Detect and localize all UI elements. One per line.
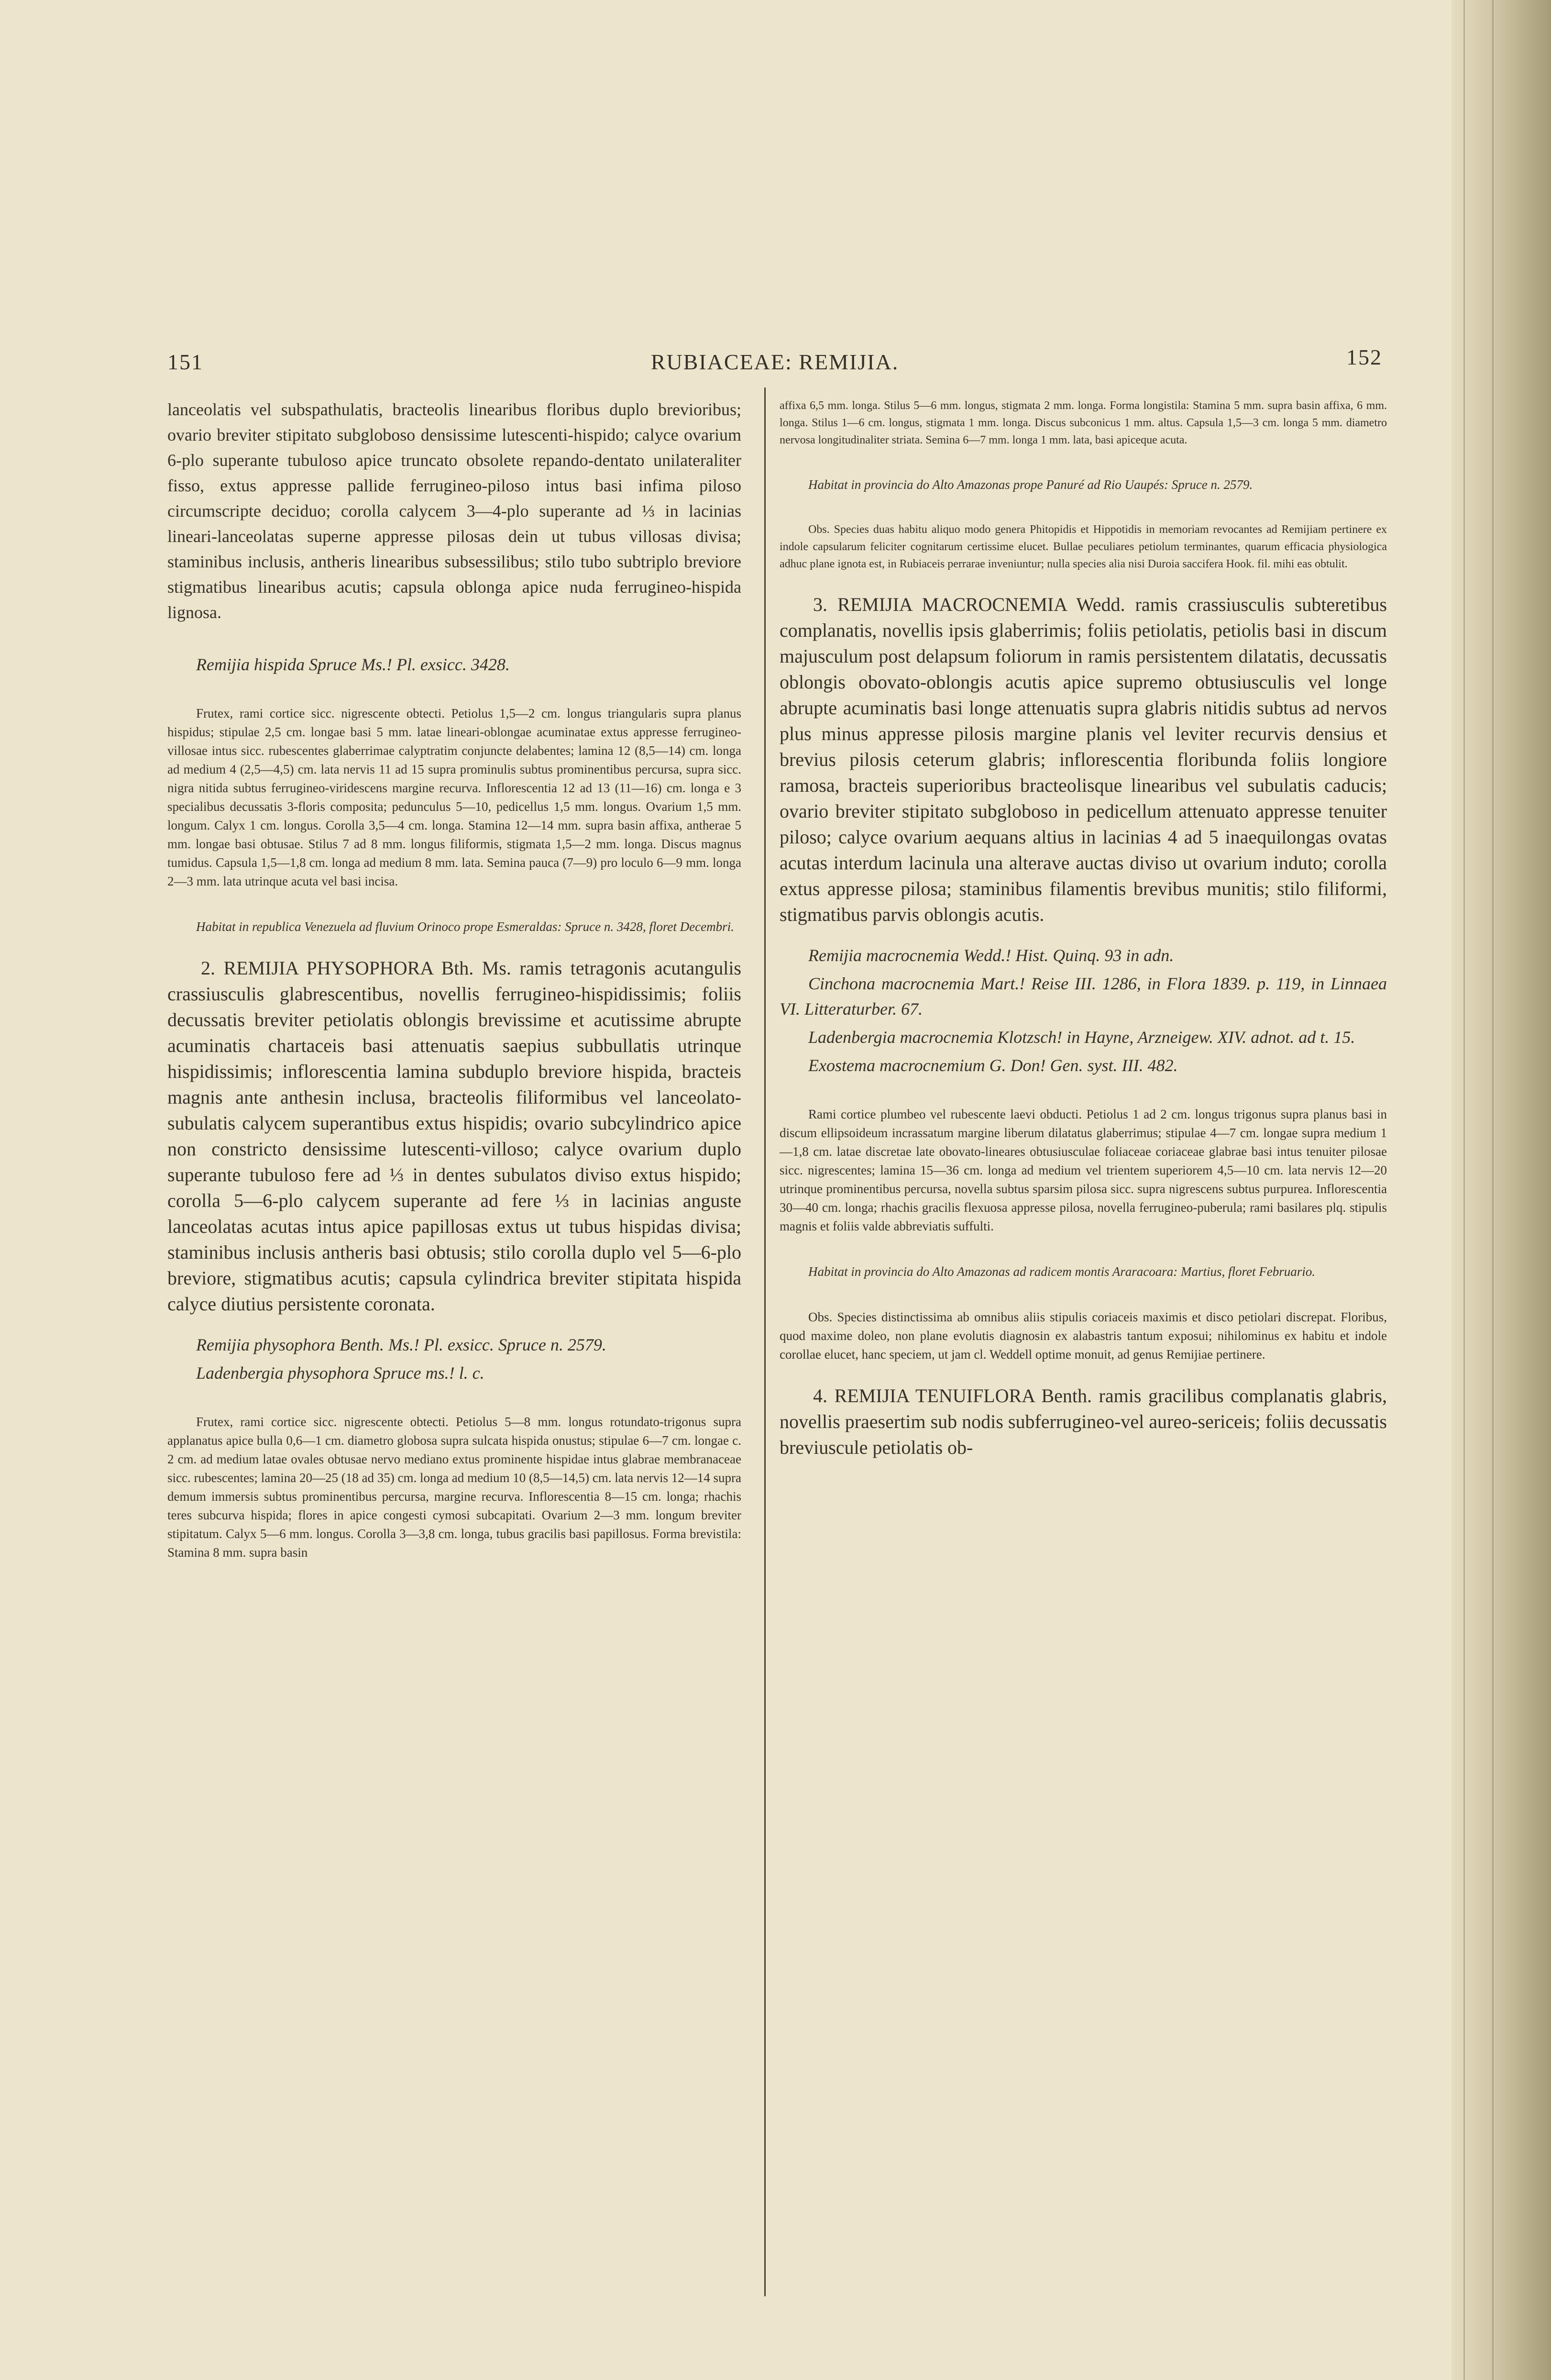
species-2-details: Frutex, rami cortice sicc. nigrescente obtecti. Petiolus 5—8 mm. longus rotundato-trigonus supra applanatus apice bulla 0,6—1 cm. diametro globosa supra sulcata hispida onustus; stipulae 6—7 cm. longae c. 2 cm. ad medium latae ovales obtusae nervo mediano extus prominente hispidae intus glabrae membranaceae sicc. rubescentes; lamina 20—25 (18 ad 35) cm. longa ad medium 10 (8,5—14,5) cm. lata nervis 12—14 supra demum immersis subtus prominentibus percursa, margine recurva. Inflorescentia 8—15 cm. longa; rhachis teres subcurva hispida; flores in apice congesti cymosi subcapitati. Ovarium 2—3 mm. longum breviter stipitatum. Calyx 5—6 mm. longus. Corolla 3—3,8 cm. longa, tubus gracilis basi papillosus. Forma brevistila: Stamina 8 mm. supra basin xyxy=(167,1415,741,1560)
species-2-heading: 2. REMIJIA PHYSOPHORA Bth. Ms. ramis tetragonis acutangulis crassiusculis glabrescentibus, novellis ferrugineo-hispidissimis; foliis decussatis breviter petiolatis oblongis brevissime et acutissime abrupte acuminatis chartaceis basi attenuatis saepius subbullatis utrinque hispidissimis; inflorescentia lamina subduplo breviore hispida, bracteis magnis ante anthesin inclusa, bracteolis filiformibus vel lanceolato-subulatis calycem superantibus extus hispidis; ovario subcylindrico apice non constricto densissime lutescenti-villoso; calyce ovarium duplo superante tubuloso fere ad ⅓ in dentes subulatos diviso extus hispido; corolla 5—6-plo calycem superante ad fere ⅓ in lacinias anguste lanceolatas acutas intus apice papillosas extus ut tubus hispidas divisa; staminibus inclusis antheris basi obtusis; stilo corolla duplo vel 5—6-plo breviore, stigmatibus acutis; capsula cylindrica breviter stipitata hispida calyce diutius persistente coronata. xyxy=(167,957,741,1315)
species-2-observation: Obs. Species duas habitu aliquo modo genera Phitopidis et Hippotidis in memoriam revocantes ad Remijiam pertinere ex indole capsularum feliciter cognitarum certissime elucet. Bullae peculiares petiolum terminantes, quarum efficacia physiologica adhuc plane ignota est, in Rubiaceis perrarae inveniuntur; nulla species alia nisi Duroia saccifera Hook. fil. mihi eas obtulit. xyxy=(780,523,1387,570)
page-edge-line xyxy=(1463,0,1465,2380)
species-2-citation: Remijia physophora Benth. Ms.! Pl. exsicc. Spruce n. 2579. xyxy=(196,1335,606,1354)
species-1-description: lanceolatis vel subspathulatis, bracteolis linearibus floribus duplo brevioribus; ovario breviter stipitato subgloboso densissime lutescenti-hispido; calyce ovarium 6-plo superante tubuloso apice truncato obsolete repando-dentato unilateraliter fisso, extus appresse pallide ferrugineo-piloso intus basi infima piloso circumscripte deciduo; corolla calycem 3—4-plo superante ad ⅓ in lacinias lineari-lanceolatas superne appresse pilosas dein ut tubus villosas divisa; staminibus inclusis, antheris linearibus subsessilibus; stilo tubo subtriplo breviore stigmatibus linearibus acutis; capsula oblonga apice nuda ferrugineo-hispida lignosa. xyxy=(167,400,741,622)
species-3-observation: Obs. Species distinctissima ab omnibus aliis stipulis coriaceis maximis et disco petiolari discrepat. Floribus, quod maxime doleo, non plane evolutis diagnosin ex alabastris tantum exposui; nihilominus ex habitu et indole corollae elucet, hanc speciem, ut jam cl. Weddell optime monuit, ad genus Remijiae pertinere. xyxy=(780,1310,1387,1362)
left-column xyxy=(167,397,741,1574)
page-number-right: 152 xyxy=(1346,345,1382,369)
species-2-details-continued: affixa 6,5 mm. longa. Stilus 5—6 mm. longus, stigmata 2 mm. longa. Forma longistila: Stamina 5 mm. supra basin affixa, 6 mm. longa. Stilus 1—6 cm. longus, stigmata 1 mm. longa. Discus subconicus 1 mm. altus. Capsula 1,5—3 cm. longa 5 mm. diametro nervosa longitudinaliter striata. Semina 6—7 mm. longa 1 mm. lata, basi apiceque acuta. xyxy=(780,399,1387,446)
species-3-synonym: Ladenbergia macrocnemia Klotzsch! in Hayne, Arzneigew. XIV. adnot. ad t. 15. xyxy=(808,1028,1355,1047)
species-2-habitat: Habitat in provincia do Alto Amazonas prope Panuré ad Rio Uaupés: Spruce n. 2579. xyxy=(808,477,1253,492)
species-3-synonym: Exostema macrocnemium G. Don! Gen. syst. III. 482. xyxy=(808,1056,1178,1075)
species-3-citation: Remijia macrocnemia Wedd.! Hist. Quinq. 93 in adn. xyxy=(808,946,1174,965)
running-title: RUBIACEAE: REMIJIA. xyxy=(650,350,899,374)
species-4-heading: 4. REMIJIA TENUIFLORA Benth. ramis gracilibus complanatis glabris, novellis praesertim sub nodis subferrugineo-vel aureo-sericeis; foliis decussatis breviuscule petiolatis ob- xyxy=(780,1385,1387,1458)
species-1-habitat: Habitat in republica Venezuela ad fluvium Orinoco prope Esmeraldas: Spruce n. 3428, floret Decembri. xyxy=(196,919,734,934)
species-3-habitat: Habitat in provincia do Alto Amazonas ad radicem montis Araracoara: Martius, floret Februario. xyxy=(808,1264,1315,1279)
page-edge-line xyxy=(1492,0,1494,2380)
species-3-details: Rami cortice plumbeo vel rubescente laevi obducti. Petiolus 1 ad 2 cm. longus trigonus supra planus basi in discum ellipsoideum incrassatum margine liberum dilatatus glaberrimus; stipulae 4—7 cm. longae supra medium 1—1,8 cm. latae discretae late obovato-lineares obtusiusculae foliaceae coriaceae glabrae basi intus tenuiter pilosae sicc. nigrescentes; lamina 15—36 cm. longa ad medium vel trientem superiorem 4,5—10 cm. lata nervis 12—20 utrinque prominentibus percursa, novella subtus sparsim pilosa sicc. supra nigrescens subtus purpurea. Inflorescentia 30—40 cm. longa; rhachis gracilis flexuosa appresse pilosa, novella ferrugineo-puberula; rami basilares plq. stipulis magnis et foliis valde abbreviatis suffulti. xyxy=(780,1107,1387,1233)
species-2-synonym: Ladenbergia physophora Spruce ms.! l. c. xyxy=(196,1363,484,1383)
page-header xyxy=(167,344,1382,387)
species-3-heading: 3. REMIJIA MACROCNEMIA Wedd. ramis crassiusculis subteretibus complanatis, novellis ipsis glaberrimis; foliis petiolatis, petiolis basi in discum majusculum post delapsum foliorum in ramis persistentem dilatatis, decussatis oblongis obovato-oblongis acutis apice supremo obtusiusculis vel longe abrupte acuminatis basi longe attenuatis supra glabris nitidis subtus ad nervos plus minus appresse pilosis margine planis vel leviter recurvis densius et brevius pilosis ceterum glabris; inflorescentia floribunda foliis longiore ramosa, bracteis superioribus bracteolisque linearibus vel subulatis caducis; ovario breviter stipitato subgloboso in pedicellum attenuato appresse tenuiter piloso; calyce ovarium aequans altius in lacinias 4 ad 5 inaequilongas ovatas acutas interdum lacinula una alterave auctas diviso ut ovarium induto; corolla extus appresse pilosa; staminibus filamentis brevibus munitis; stilo filiformi, stigmatibus parvis oblongis acutis. xyxy=(780,594,1387,925)
page-number-left: 151 xyxy=(167,350,203,374)
right-column xyxy=(780,397,1387,1476)
species-3-synonym: Cinchona macrocnemia Mart.! Reise III. 1286, in Flora 1839. p. 119, in Linnaea VI. Litteraturber. 67. xyxy=(780,974,1387,1018)
page-edge-shadow xyxy=(1452,0,1551,2380)
column-divider xyxy=(764,387,766,2296)
species-1-details: Frutex, rami cortice sicc. nigrescente obtecti. Petiolus 1,5—2 cm. longus triangularis supra planus hispidus; stipulae 2,5 cm. longae basi 5 mm. latae lineari-oblongae acuminatae extus appresse ferrugineo-villosae intus sicc. rubescentes glaberrimae calyptratim conjuncte delabentes; lamina 12 (8,5—14) cm. longa ad medium 4 (2,5—4,5) cm. lata nervis 11 ad 15 supra prominulis subtus prominentibus percursa, supra sicc. nigra nitida subtus ferrugineo-viridescens margine recurva. Inflorescentia 12 ad 13 (11—16) cm. longa e 3 specialibus decussatis 3-floris composita; pedunculus 5—10, pedicellus 1,5 mm. longus. Ovarium 1,5 mm. longum. Calyx 1 cm. longus. Corolla 3,5—4 cm. longa. Stamina 12—14 mm. supra basin affixa, antherae 5 mm. longae basi obtusae. Stilus 7 ad 8 mm. longus filiformis, stigmata 1,5—2 mm. longa. Discus magnus tumidus. Capsula 1,5—1,8 cm. longa ad medium 8 mm. lata. Semina pauca (7—9) pro loculo 6—9 mm. longa 2—3 mm. lata utrinque acuta vel basi incisa. xyxy=(167,706,741,888)
species-1-citation: Remijia hispida Spruce Ms.! Pl. exsicc. 3428. xyxy=(196,655,510,674)
